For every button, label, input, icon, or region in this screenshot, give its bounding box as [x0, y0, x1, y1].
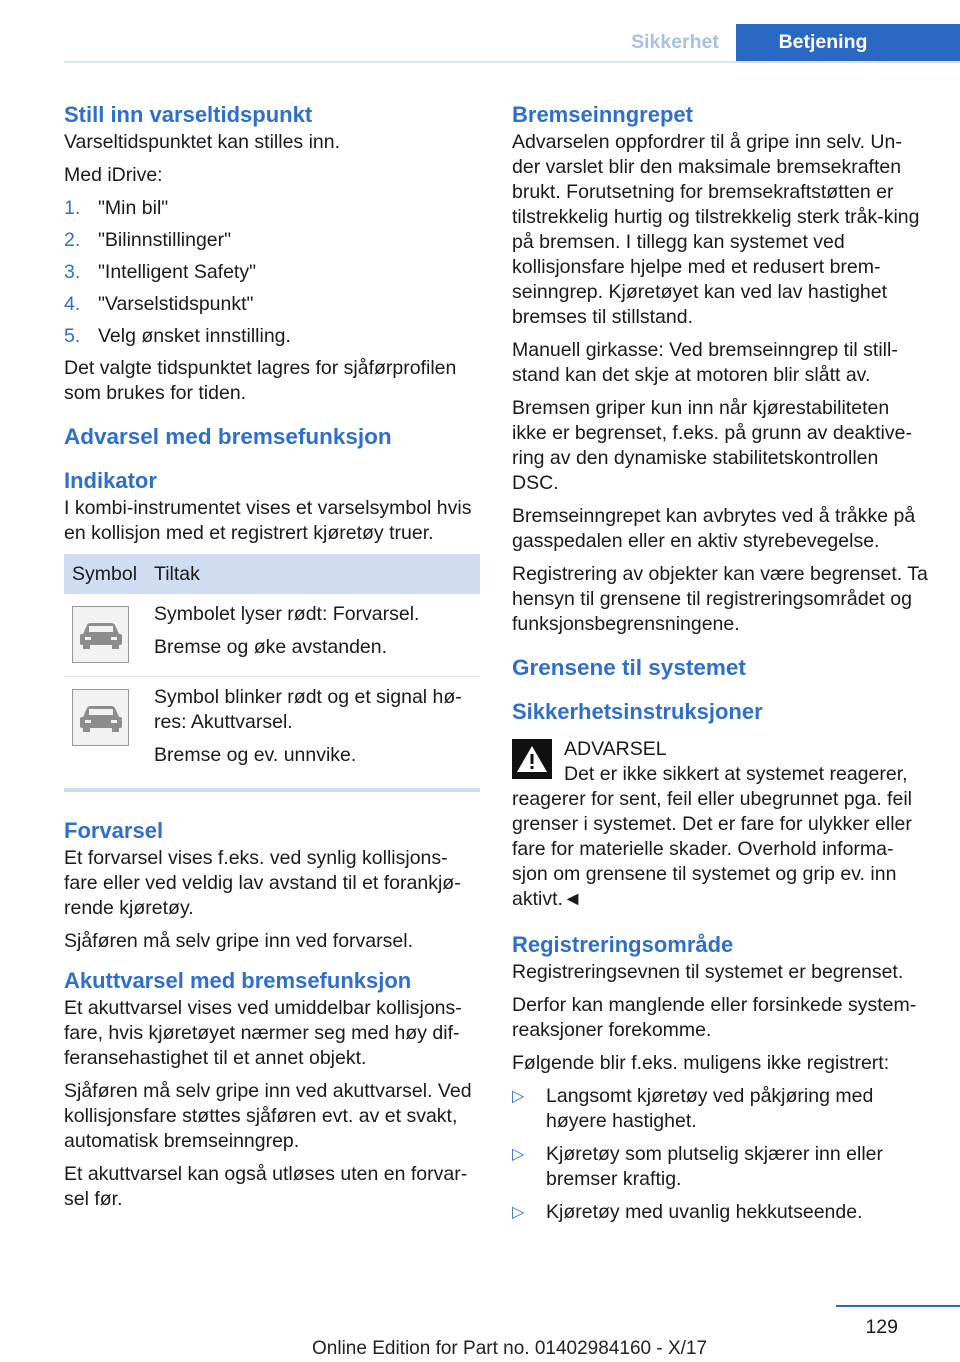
- tab-betjening[interactable]: Betjening: [736, 24, 960, 61]
- bullet-arrow-icon: ▷: [512, 1146, 525, 1163]
- table-bottom-rule: [64, 788, 480, 792]
- paragraph: Manuell girkasse: Ved bremseinngrep til still‐stand kan det skje at motoren blir slått av.: [512, 339, 898, 386]
- paragraph: Advarselen oppfordrer til å gripe inn selv. Un‐der varslet blir den maksimale bremsekraften brukt. Forutsetning for bremsekraftstøtten er tilstrekkelig hurtig og tilstrekkelig sterk tråk‐king på bremsen. I tillegg kan systemet ved kollisjonsfare hjelpe med et redusert brem‐seinngrep. Kjøretøyet kan ved lav hastighet bremses til stillstand.: [512, 131, 920, 328]
- paragraph: Registreringsevnen til systemet er begrenset.: [512, 961, 904, 983]
- list-item: 2. "Bilinnstillinger": [64, 229, 232, 251]
- table-header-tiltak: Tiltak: [146, 554, 480, 594]
- paragraph: Et akuttvarsel vises ved umiddelbar kollisjons‐fare, hvis kjøretøyet nærmer seg med høy dif‐feransehastighet til et annet objekt.: [64, 997, 462, 1069]
- paragraph: Registrering av objekter kan være begrenset. Ta hensyn til grensene til registreringsområdet og funksjonsbegrensningene.: [512, 563, 928, 635]
- paragraph: Sjåføren må selv gripe inn ved akuttvarsel. Ved kollisjonsfare støttes sjåføren evt. av et svakt, automatisk bremseinngrep.: [64, 1080, 472, 1152]
- warning-triangle-icon: [512, 739, 552, 779]
- table-header-symbol: Symbol: [64, 554, 146, 594]
- list-item: 5. Velg ønsket innstilling.: [64, 325, 291, 347]
- page-number: 129: [865, 1316, 898, 1338]
- section-title-bremseinngrepet: Bremseinngrepet: [512, 102, 693, 127]
- bullet-arrow-icon: ▷: [512, 1204, 525, 1221]
- warning-text: reagerer for sent, feil eller ubegrunnet pga. feil grenser i systemet. Det er fare for ulykker eller fare for materielle skader. Overhold informa‐sjon om grensene til systemet og grip ev. inn aktivt.◄: [512, 788, 912, 910]
- tab-sikkerhet[interactable]: Sikkerhet: [631, 31, 719, 53]
- section-title-indikator: Indikator: [64, 468, 157, 493]
- list-item: ▷ Kjøretøy som plutselig skjærer inn eller bremser kraftig.: [512, 1143, 884, 1190]
- footer-rule: [836, 1305, 960, 1307]
- edition-footer: Online Edition for Part no. 01402984160 - X/17: [312, 1338, 708, 1359]
- paragraph: Varseltidspunktet kan stilles inn.: [64, 131, 341, 153]
- symbol-table: [64, 554, 480, 784]
- section-title-akuttvarsel: Akuttvarsel med bremsefunksjon: [64, 968, 412, 993]
- paragraph: I kombi-instrumentet vises et varselsymbol hvis en kollisjon med et registrert kjøretøy truer.: [64, 497, 472, 544]
- list-item: 3. "Intelligent Safety": [64, 261, 257, 283]
- heading-grensene-til-systemet: Grensene til systemet: [512, 655, 746, 680]
- section-title-registreringsomrade: Registreringsområde: [512, 932, 734, 957]
- bullet-arrow-icon: ▷: [512, 1088, 525, 1105]
- header-divider: [64, 61, 960, 63]
- list-item: 4. "Varselstidspunkt": [64, 293, 254, 315]
- heading-advarsel-bremsefunksjon: Advarsel med bremsefunksjon: [64, 424, 392, 449]
- paragraph: Det valgte tidspunktet lagres for sjåførprofilen som brukes for tiden.: [64, 357, 457, 404]
- list-item: ▷ Kjøretøy med uvanlig hekkutseende.: [512, 1201, 863, 1223]
- limitations-list: [512, 1084, 928, 1225]
- paragraph: Et forvarsel vises f.eks. ved synlig kollisjons‐fare eller ved veldig lav avstand til et forankjø‐rende kjøretøy.: [64, 847, 461, 919]
- left-column: [64, 100, 480, 1220]
- warning-first-line: Det er ikke sikkert at systemet reagerer,: [564, 763, 908, 785]
- list-item: 1. "Min bil": [64, 197, 169, 219]
- section-title-forvarsel: Forvarsel: [64, 818, 164, 843]
- paragraph: Sjåføren må selv gripe inn ved forvarsel.: [64, 930, 413, 952]
- paragraph: Derfor kan manglende eller forsinkede system‐reaksjoner forekomme.: [512, 994, 917, 1041]
- idrive-steps-list: [64, 196, 480, 349]
- paragraph: Følgende blir f.eks. muligens ikke registrert:: [512, 1052, 890, 1074]
- paragraph: Bremsen griper kun inn når kjørestabiliteten ikke er begrenset, f.eks. på grunn av deaktive‐ring av den dynamiske stabilitetskontrollen DSC.: [512, 397, 912, 494]
- warning-label: ADVARSEL: [564, 738, 667, 760]
- paragraph: Med iDrive:: [64, 164, 163, 186]
- table-row: Symbolet lyser rødt: Forvarsel. Bremse og øke avstanden.: [64, 594, 480, 677]
- paragraph: Bremseinngrepet kan avbrytes ved å tråkke på gasspedalen eller en aktiv styrebevegelse.: [512, 505, 916, 552]
- car-warning-icon: [72, 689, 129, 746]
- paragraph: Et akuttvarsel kan også utløses uten en forvar‐sel før.: [64, 1163, 468, 1210]
- warning-box: [512, 737, 928, 912]
- section-title-varseltidspunkt: Still inn varseltidspunkt: [64, 102, 313, 127]
- car-warning-icon: [72, 606, 129, 663]
- list-item: ▷ Langsomt kjøretøy ved påkjøring med høyere hastighet.: [512, 1085, 874, 1132]
- table-row: Symbol blinker rødt og et signal hø‐res: Akuttvarsel. Bremse og ev. unnvike.: [64, 677, 480, 785]
- section-title-sikkerhetsinstruksjoner: Sikkerhetsinstruksjoner: [512, 699, 763, 724]
- right-column: [512, 100, 928, 1233]
